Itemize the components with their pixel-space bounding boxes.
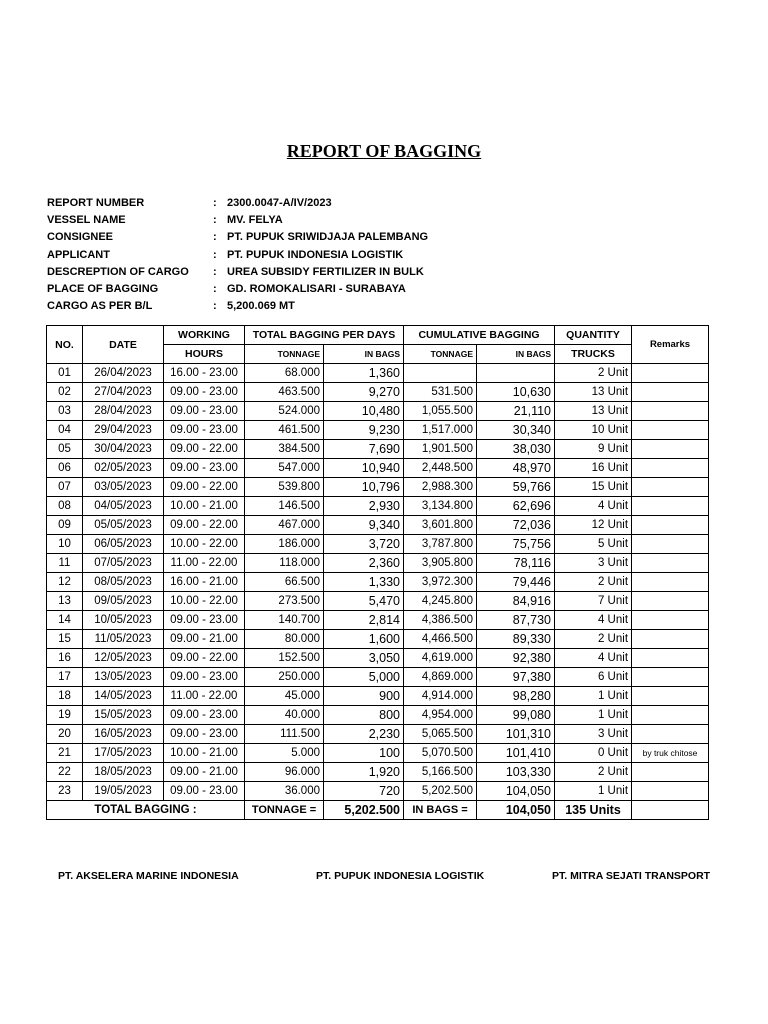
cell-tonnage: 80.000 bbox=[245, 630, 324, 649]
cell-hours: 09.00 - 21.00 bbox=[164, 763, 245, 782]
header-date: DATE bbox=[83, 326, 164, 364]
cell-no: 03 bbox=[47, 402, 83, 421]
cell-tonnage: 467.000 bbox=[245, 516, 324, 535]
cell-tonnage: 152.500 bbox=[245, 649, 324, 668]
cell-trucks: 15 Unit bbox=[555, 478, 632, 497]
cell-tonnage: 524.000 bbox=[245, 402, 324, 421]
cell-hours: 10.00 - 21.00 bbox=[164, 744, 245, 763]
cell-date: 07/05/2023 bbox=[83, 554, 164, 573]
cell-bags: 3,720 bbox=[324, 535, 404, 554]
cell-tonnage: 463.500 bbox=[245, 383, 324, 402]
cell-cum-bags: 104,050 bbox=[477, 782, 555, 801]
header-hours: HOURS bbox=[164, 345, 245, 364]
table-row bbox=[47, 497, 709, 516]
cell-no: 20 bbox=[47, 725, 83, 744]
cell-date: 05/05/2023 bbox=[83, 516, 164, 535]
table-row bbox=[47, 725, 709, 744]
header-total-bagging: TOTAL BAGGING PER DAYS bbox=[245, 326, 404, 345]
cell-cum-bags: 59,766 bbox=[477, 478, 555, 497]
cell-cum-bags bbox=[477, 364, 555, 383]
cell-remarks bbox=[632, 383, 709, 402]
cell-no: 19 bbox=[47, 706, 83, 725]
cell-no: 23 bbox=[47, 782, 83, 801]
header-in-bags: IN BAGS bbox=[324, 345, 404, 364]
meta-label: CARGO AS PER B/L bbox=[47, 300, 153, 313]
meta-value: 5,200.069 MT bbox=[227, 300, 295, 313]
table-row bbox=[47, 440, 709, 459]
cell-hours: 09.00 - 23.00 bbox=[164, 402, 245, 421]
cell-date: 18/05/2023 bbox=[83, 763, 164, 782]
cell-cum-tonnage: 3,787.800 bbox=[404, 535, 477, 554]
cell-hours: 09.00 - 23.00 bbox=[164, 611, 245, 630]
cell-remarks bbox=[632, 649, 709, 668]
cell-tonnage: 5.000 bbox=[245, 744, 324, 763]
cell-tonnage: 36.000 bbox=[245, 782, 324, 801]
meta-row bbox=[47, 194, 428, 211]
cell-remarks bbox=[632, 611, 709, 630]
cell-remarks bbox=[632, 592, 709, 611]
cell-trucks: 2 Unit bbox=[555, 630, 632, 649]
cell-trucks: 6 Unit bbox=[555, 668, 632, 687]
cell-cum-bags: 38,030 bbox=[477, 440, 555, 459]
meta-label: VESSEL NAME bbox=[47, 213, 126, 226]
table-row bbox=[47, 687, 709, 706]
cell-trucks: 4 Unit bbox=[555, 611, 632, 630]
header-trucks: TRUCKS bbox=[555, 345, 632, 364]
cell-cum-bags: 99,080 bbox=[477, 706, 555, 725]
cell-hours: 09.00 - 21.00 bbox=[164, 630, 245, 649]
cell-no: 09 bbox=[47, 516, 83, 535]
cell-tonnage: 186.000 bbox=[245, 535, 324, 554]
cell-remarks bbox=[632, 497, 709, 516]
header-cum-in-bags: IN BAGS bbox=[477, 345, 555, 364]
cell-tonnage: 118.000 bbox=[245, 554, 324, 573]
cell-remarks bbox=[632, 554, 709, 573]
cell-date: 13/05/2023 bbox=[83, 668, 164, 687]
cell-bags: 9,230 bbox=[324, 421, 404, 440]
total-row bbox=[47, 801, 709, 820]
meta-row bbox=[47, 298, 428, 315]
cell-date: 06/05/2023 bbox=[83, 535, 164, 554]
header-quantity: QUANTITY bbox=[555, 326, 632, 345]
footer-center-company: PT. PUPUK INDONESIA LOGISTIK bbox=[316, 870, 485, 882]
cell-date: 29/04/2023 bbox=[83, 421, 164, 440]
cell-tonnage: 111.500 bbox=[245, 725, 324, 744]
cell-no: 02 bbox=[47, 383, 83, 402]
header-remarks: Remarks bbox=[632, 326, 709, 364]
meta-value: 2300.0047-A/IV/2023 bbox=[227, 196, 332, 209]
cell-cum-tonnage: 5,202.500 bbox=[404, 782, 477, 801]
cell-cum-bags: 72,036 bbox=[477, 516, 555, 535]
cell-no: 12 bbox=[47, 573, 83, 592]
cell-remarks bbox=[632, 421, 709, 440]
cell-remarks bbox=[632, 459, 709, 478]
table-row bbox=[47, 516, 709, 535]
meta-colon: : bbox=[213, 300, 217, 313]
cell-cum-bags: 62,696 bbox=[477, 497, 555, 516]
cell-date: 14/05/2023 bbox=[83, 687, 164, 706]
cell-no: 05 bbox=[47, 440, 83, 459]
cell-remarks bbox=[632, 535, 709, 554]
cell-date: 02/05/2023 bbox=[83, 459, 164, 478]
bagging-table bbox=[46, 325, 709, 820]
cell-remarks bbox=[632, 763, 709, 782]
cell-hours: 11.00 - 22.00 bbox=[164, 554, 245, 573]
meta-value: UREA SUBSIDY FERTILIZER IN BULK bbox=[227, 265, 424, 278]
cell-trucks: 3 Unit bbox=[555, 725, 632, 744]
meta-row bbox=[47, 211, 428, 228]
cell-bags: 2,230 bbox=[324, 725, 404, 744]
cell-tonnage: 146.500 bbox=[245, 497, 324, 516]
cell-hours: 09.00 - 23.00 bbox=[164, 725, 245, 744]
footer-left-company: PT. AKSELERA MARINE INDONESIA bbox=[58, 870, 239, 882]
cell-remarks bbox=[632, 782, 709, 801]
cell-bags: 2,930 bbox=[324, 497, 404, 516]
cell-cum-tonnage: 3,905.800 bbox=[404, 554, 477, 573]
meta-value: PT. PUPUK INDONESIA LOGISTIK bbox=[227, 248, 404, 261]
cell-hours: 16.00 - 21.00 bbox=[164, 573, 245, 592]
table-row bbox=[47, 459, 709, 478]
cell-cum-bags: 87,730 bbox=[477, 611, 555, 630]
cell-date: 11/05/2023 bbox=[83, 630, 164, 649]
cell-remarks bbox=[632, 573, 709, 592]
cell-hours: 09.00 - 22.00 bbox=[164, 649, 245, 668]
cell-cum-tonnage: 3,601.800 bbox=[404, 516, 477, 535]
cell-bags: 2,814 bbox=[324, 611, 404, 630]
cell-remarks bbox=[632, 516, 709, 535]
cell-hours: 09.00 - 22.00 bbox=[164, 440, 245, 459]
cell-cum-tonnage: 4,869.000 bbox=[404, 668, 477, 687]
cell-bags: 5,470 bbox=[324, 592, 404, 611]
cell-no: 22 bbox=[47, 763, 83, 782]
cell-remarks bbox=[632, 478, 709, 497]
cell-hours: 09.00 - 23.00 bbox=[164, 459, 245, 478]
cell-cum-bags: 89,330 bbox=[477, 630, 555, 649]
meta-colon: : bbox=[213, 196, 217, 209]
cell-bags: 800 bbox=[324, 706, 404, 725]
header-working: WORKING bbox=[164, 326, 245, 345]
cell-bags: 5,000 bbox=[324, 668, 404, 687]
cell-cum-tonnage: 5,070.500 bbox=[404, 744, 477, 763]
meta-value: MV. FELYA bbox=[227, 213, 283, 226]
cell-tonnage: 461.500 bbox=[245, 421, 324, 440]
meta-colon: : bbox=[213, 283, 217, 296]
cell-cum-bags: 84,916 bbox=[477, 592, 555, 611]
cell-tonnage: 40.000 bbox=[245, 706, 324, 725]
cell-cum-tonnage: 4,466.500 bbox=[404, 630, 477, 649]
cell-cum-bags: 75,756 bbox=[477, 535, 555, 554]
table-row bbox=[47, 763, 709, 782]
cell-cum-tonnage: 1,901.500 bbox=[404, 440, 477, 459]
table-row bbox=[47, 630, 709, 649]
cell-remarks bbox=[632, 440, 709, 459]
cell-date: 03/05/2023 bbox=[83, 478, 164, 497]
cell-date: 12/05/2023 bbox=[83, 649, 164, 668]
cell-trucks: 3 Unit bbox=[555, 554, 632, 573]
cell-no: 17 bbox=[47, 668, 83, 687]
cell-hours: 16.00 - 23.00 bbox=[164, 364, 245, 383]
cell-bags: 3,050 bbox=[324, 649, 404, 668]
cell-trucks: 2 Unit bbox=[555, 364, 632, 383]
cell-cum-tonnage: 3,972.300 bbox=[404, 573, 477, 592]
cell-hours: 09.00 - 23.00 bbox=[164, 383, 245, 402]
cell-bags: 2,360 bbox=[324, 554, 404, 573]
cell-cum-tonnage: 4,954.000 bbox=[404, 706, 477, 725]
report-title: REPORT OF BAGGING bbox=[286, 141, 482, 161]
cell-trucks: 9 Unit bbox=[555, 440, 632, 459]
cell-date: 04/05/2023 bbox=[83, 497, 164, 516]
meta-row bbox=[47, 263, 428, 280]
table-row bbox=[47, 535, 709, 554]
table-row bbox=[47, 649, 709, 668]
report-meta bbox=[47, 194, 428, 315]
cell-hours: 10.00 - 22.00 bbox=[164, 535, 245, 554]
meta-colon: : bbox=[213, 265, 217, 278]
cell-bags: 10,480 bbox=[324, 402, 404, 421]
cell-hours: 11.00 - 22.00 bbox=[164, 687, 245, 706]
cell-no: 14 bbox=[47, 611, 83, 630]
cell-bags: 9,270 bbox=[324, 383, 404, 402]
cell-trucks: 4 Unit bbox=[555, 497, 632, 516]
cell-cum-bags: 48,970 bbox=[477, 459, 555, 478]
cell-cum-tonnage: 2,448.500 bbox=[404, 459, 477, 478]
cell-cum-bags: 30,340 bbox=[477, 421, 555, 440]
cell-cum-tonnage: 531.500 bbox=[404, 383, 477, 402]
meta-label: PLACE OF BAGGING bbox=[47, 283, 159, 296]
cell-cum-tonnage: 3,134.800 bbox=[404, 497, 477, 516]
cell-cum-tonnage: 1,517.000 bbox=[404, 421, 477, 440]
cell-cum-bags: 97,380 bbox=[477, 668, 555, 687]
cell-cum-tonnage bbox=[404, 364, 477, 383]
cell-no: 07 bbox=[47, 478, 83, 497]
cell-bags: 900 bbox=[324, 687, 404, 706]
cell-bags: 1,330 bbox=[324, 573, 404, 592]
cell-cum-tonnage: 4,386.500 bbox=[404, 611, 477, 630]
cell-tonnage: 539.800 bbox=[245, 478, 324, 497]
cell-bags: 100 bbox=[324, 744, 404, 763]
meta-label: CONSIGNEE bbox=[47, 231, 114, 244]
cell-cum-tonnage: 4,245.800 bbox=[404, 592, 477, 611]
cell-trucks: 13 Unit bbox=[555, 383, 632, 402]
cell-cum-bags: 10,630 bbox=[477, 383, 555, 402]
meta-colon: : bbox=[213, 248, 217, 261]
cell-no: 08 bbox=[47, 497, 83, 516]
cell-date: 26/04/2023 bbox=[83, 364, 164, 383]
cell-no: 06 bbox=[47, 459, 83, 478]
cell-trucks: 2 Unit bbox=[555, 763, 632, 782]
cell-hours: 09.00 - 23.00 bbox=[164, 706, 245, 725]
table-row bbox=[47, 573, 709, 592]
table-row bbox=[47, 668, 709, 687]
meta-label: DESCREPTION OF CARGO bbox=[47, 265, 189, 278]
cell-hours: 10.00 - 21.00 bbox=[164, 497, 245, 516]
table-row bbox=[47, 592, 709, 611]
cell-trucks: 5 Unit bbox=[555, 535, 632, 554]
cell-date: 15/05/2023 bbox=[83, 706, 164, 725]
table-row bbox=[47, 478, 709, 497]
cell-tonnage: 250.000 bbox=[245, 668, 324, 687]
cell-trucks: 4 Unit bbox=[555, 649, 632, 668]
cell-hours: 09.00 - 22.00 bbox=[164, 516, 245, 535]
table-row bbox=[47, 364, 709, 383]
cell-no: 11 bbox=[47, 554, 83, 573]
cell-remarks bbox=[632, 402, 709, 421]
cell-cum-bags: 78,116 bbox=[477, 554, 555, 573]
table-row bbox=[47, 611, 709, 630]
cell-remarks bbox=[632, 706, 709, 725]
cell-no: 10 bbox=[47, 535, 83, 554]
cell-trucks: 16 Unit bbox=[555, 459, 632, 478]
cell-tonnage: 96.000 bbox=[245, 763, 324, 782]
cell-remarks bbox=[632, 668, 709, 687]
cell-trucks: 10 Unit bbox=[555, 421, 632, 440]
meta-row bbox=[47, 229, 428, 246]
cell-trucks: 12 Unit bbox=[555, 516, 632, 535]
table-row bbox=[47, 782, 709, 801]
total-bags-label: IN BAGS = bbox=[404, 801, 477, 820]
cell-trucks: 7 Unit bbox=[555, 592, 632, 611]
meta-value: PT. PUPUK SRIWIDJAJA PALEMBANG bbox=[227, 231, 429, 244]
total-remarks bbox=[632, 801, 709, 820]
cell-bags: 720 bbox=[324, 782, 404, 801]
meta-row bbox=[47, 280, 428, 297]
cell-cum-tonnage: 2,988.300 bbox=[404, 478, 477, 497]
cell-hours: 09.00 - 23.00 bbox=[164, 668, 245, 687]
total-bags: 104,050 bbox=[477, 801, 555, 820]
cell-cum-bags: 79,446 bbox=[477, 573, 555, 592]
header-cum-tonnage: TONNAGE bbox=[404, 345, 477, 364]
cell-no: 13 bbox=[47, 592, 83, 611]
cell-cum-tonnage: 4,914.000 bbox=[404, 687, 477, 706]
cell-date: 16/05/2023 bbox=[83, 725, 164, 744]
table-row bbox=[47, 744, 709, 763]
cell-hours: 09.00 - 22.00 bbox=[164, 478, 245, 497]
footer-right-company: PT. MITRA SEJATI TRANSPORT bbox=[552, 870, 711, 882]
table-row bbox=[47, 383, 709, 402]
cell-trucks: 0 Unit bbox=[555, 744, 632, 763]
cell-date: 19/05/2023 bbox=[83, 782, 164, 801]
cell-bags: 1,360 bbox=[324, 364, 404, 383]
cell-no: 15 bbox=[47, 630, 83, 649]
cell-tonnage: 547.000 bbox=[245, 459, 324, 478]
cell-no: 01 bbox=[47, 364, 83, 383]
cell-trucks: 1 Unit bbox=[555, 687, 632, 706]
cell-remarks bbox=[632, 687, 709, 706]
cell-no: 16 bbox=[47, 649, 83, 668]
cell-bags: 9,340 bbox=[324, 516, 404, 535]
cell-tonnage: 66.500 bbox=[245, 573, 324, 592]
table-row bbox=[47, 421, 709, 440]
cell-cum-bags: 92,380 bbox=[477, 649, 555, 668]
cell-date: 30/04/2023 bbox=[83, 440, 164, 459]
cell-bags: 7,690 bbox=[324, 440, 404, 459]
cell-trucks: 13 Unit bbox=[555, 402, 632, 421]
total-tonnage: 5,202.500 bbox=[324, 801, 404, 820]
cell-bags: 10,796 bbox=[324, 478, 404, 497]
cell-remarks bbox=[632, 364, 709, 383]
meta-value: GD. ROMOKALISARI - SURABAYA bbox=[227, 283, 406, 296]
cell-no: 18 bbox=[47, 687, 83, 706]
cell-cum-tonnage: 1,055.500 bbox=[404, 402, 477, 421]
cell-bags: 1,920 bbox=[324, 763, 404, 782]
cell-hours: 09.00 - 23.00 bbox=[164, 421, 245, 440]
table-row bbox=[47, 554, 709, 573]
total-label: TOTAL BAGGING : bbox=[47, 801, 245, 820]
cell-cum-tonnage: 5,166.500 bbox=[404, 763, 477, 782]
cell-cum-bags: 98,280 bbox=[477, 687, 555, 706]
cell-tonnage: 68.000 bbox=[245, 364, 324, 383]
cell-tonnage: 273.500 bbox=[245, 592, 324, 611]
cell-no: 21 bbox=[47, 744, 83, 763]
cell-trucks: 2 Unit bbox=[555, 573, 632, 592]
total-tonnage-label: TONNAGE = bbox=[245, 801, 324, 820]
cell-tonnage: 45.000 bbox=[245, 687, 324, 706]
cell-bags: 1,600 bbox=[324, 630, 404, 649]
cell-hours: 09.00 - 23.00 bbox=[164, 782, 245, 801]
cell-tonnage: 384.500 bbox=[245, 440, 324, 459]
cell-date: 09/05/2023 bbox=[83, 592, 164, 611]
cell-remarks: by truk chitose bbox=[632, 744, 709, 763]
cell-cum-bags: 21,110 bbox=[477, 402, 555, 421]
cell-remarks bbox=[632, 725, 709, 744]
cell-no: 04 bbox=[47, 421, 83, 440]
meta-label: APPLICANT bbox=[47, 248, 110, 261]
header-tonnage: TONNAGE bbox=[245, 345, 324, 364]
cell-trucks: 1 Unit bbox=[555, 782, 632, 801]
cell-date: 28/04/2023 bbox=[83, 402, 164, 421]
cell-cum-bags: 101,410 bbox=[477, 744, 555, 763]
table-row bbox=[47, 402, 709, 421]
cell-cum-tonnage: 5,065.500 bbox=[404, 725, 477, 744]
header-no: NO. bbox=[47, 326, 83, 364]
cell-tonnage: 140.700 bbox=[245, 611, 324, 630]
cell-hours: 10.00 - 22.00 bbox=[164, 592, 245, 611]
total-trucks: 135 Units bbox=[555, 801, 632, 820]
cell-cum-bags: 103,330 bbox=[477, 763, 555, 782]
cell-date: 27/04/2023 bbox=[83, 383, 164, 402]
cell-trucks: 1 Unit bbox=[555, 706, 632, 725]
header-cumulative: CUMULATIVE BAGGING bbox=[404, 326, 555, 345]
cell-date: 10/05/2023 bbox=[83, 611, 164, 630]
cell-date: 17/05/2023 bbox=[83, 744, 164, 763]
cell-cum-tonnage: 4,619.000 bbox=[404, 649, 477, 668]
meta-colon: : bbox=[213, 213, 217, 226]
cell-date: 08/05/2023 bbox=[83, 573, 164, 592]
meta-colon: : bbox=[213, 231, 217, 244]
meta-label: REPORT NUMBER bbox=[47, 196, 145, 209]
cell-cum-bags: 101,310 bbox=[477, 725, 555, 744]
cell-bags: 10,940 bbox=[324, 459, 404, 478]
meta-row bbox=[47, 246, 428, 263]
cell-remarks bbox=[632, 630, 709, 649]
table-row bbox=[47, 706, 709, 725]
